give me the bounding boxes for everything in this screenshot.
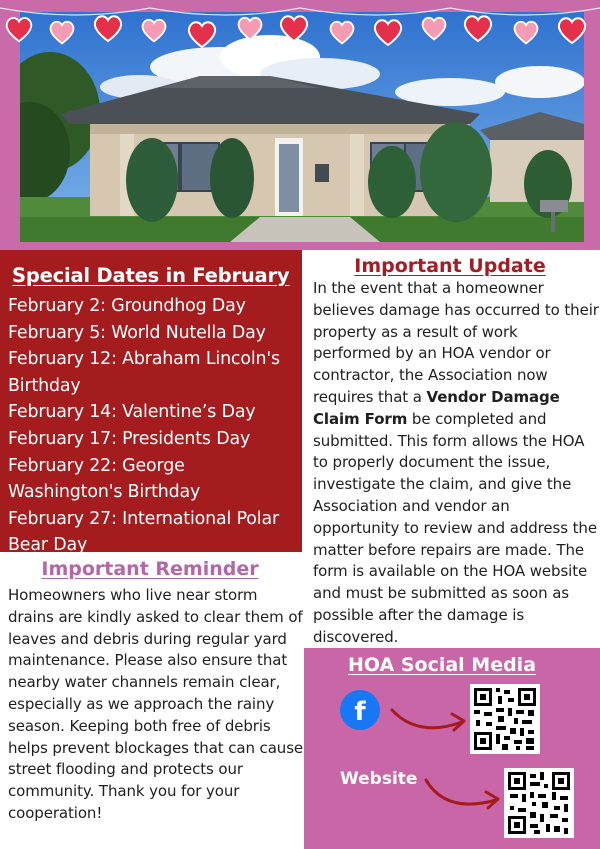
facebook-icon[interactable] (340, 690, 380, 730)
important-reminder-body: Homeowners who live near storm drains are kindly asked to clear them of leaves and debris during regular yard maintenance. Please also ensure that nearby water channels remain clear, especially as we approach the rainy season. Keeping both free of debris helps prevent blockages that can cause street flooding and protects our community. Thank you for your cooperation! (8, 586, 304, 822)
special-date-item: February 5: World Nutella Day (8, 322, 266, 343)
special-date-item: February 27: International Polar Bear Day (8, 508, 279, 556)
facebook-qr-code[interactable] (470, 684, 540, 754)
social-media-title: HOA Social Media (347, 654, 537, 676)
important-update-title: Important Update (354, 255, 546, 277)
arrow-to-website-qr-icon (422, 776, 506, 816)
special-date-item: February 14: Valentine’s Day (8, 402, 256, 423)
arrow-to-facebook-qr-icon (388, 698, 472, 738)
website-qr-code[interactable] (504, 768, 574, 838)
vendor-damage-claim-form: Vendor Damage Claim Form (313, 387, 560, 428)
special-dates-title: Special Dates in February (12, 264, 290, 287)
important-reminder-title: Important Reminder (41, 558, 259, 580)
website-label: Website (340, 769, 418, 789)
important-update-body (313, 278, 599, 649)
special-date-item: February 12: Abraham Lincoln's Birthday (8, 349, 280, 396)
facebook-glyph: f (354, 697, 366, 727)
update-text-after: be completed and submitted. This form allows the HOA to properly document the issue, investigate the claim, and give the Association and vendor an opportunity to review and address the matter before repairs are made. The form is available on the HOA website and must be submitted as soon as possible after the damage is discovered. (313, 409, 597, 646)
social-media-panel (304, 648, 600, 849)
special-date-item: February 22: George Washington's Birthday (8, 455, 201, 503)
special-dates-list (8, 293, 304, 559)
special-date-item: February 2: Groundhog Day (8, 296, 246, 316)
update-text-before: In the event that a homeowner believes damage has occurred to their property as a result of work performed by an HOA vendor or contractor, the Association now requires that a (313, 279, 599, 406)
special-date-item: February 17: Presidents Day (8, 428, 251, 449)
clubhouse-photo (20, 12, 584, 242)
special-dates-panel (0, 250, 302, 556)
